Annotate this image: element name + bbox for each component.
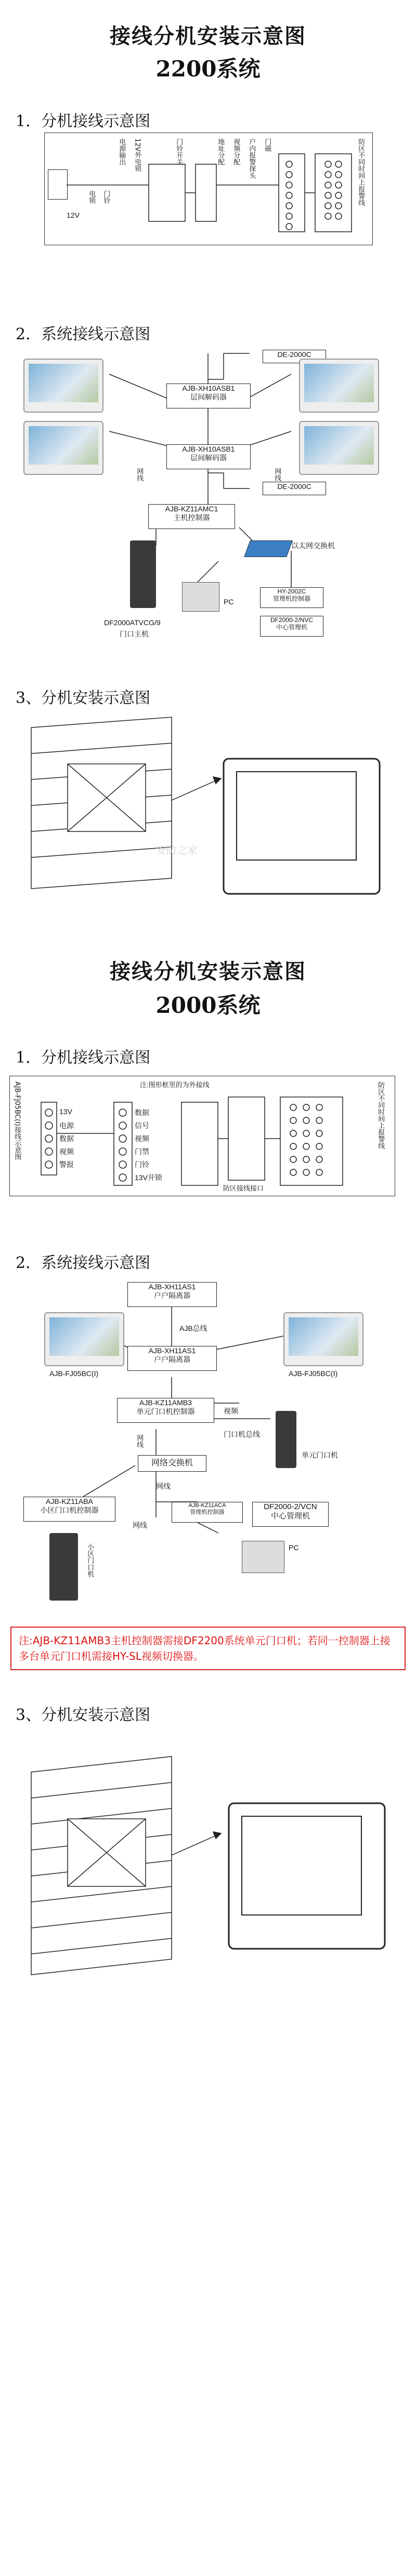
decoder-1-name: 层间解码器 [190,392,227,401]
right-monitor-label: AJB-FJ05BC(I) [289,1369,338,1378]
net-label: 网线 [156,1482,171,1490]
hy-controller [260,587,323,608]
community-controller [23,1497,115,1522]
installation-illustration [0,707,416,904]
page-title-1: 接线分机安装示意图 [110,24,306,48]
community-door-station-icon [49,1533,78,1601]
hy-controller-name: 管理机控制器 [272,595,310,603]
decoder-1-model: AJB-XH10ASB1 [182,384,235,392]
section-heading: 2．系统接线示意图 [16,1254,151,1272]
isolator-mid-name: 户户隔离器 [154,1355,190,1364]
wiring-label: 12V外电锁 [133,138,141,172]
pc-icon [242,1541,284,1573]
hy-controller-model: HY-2002C [277,588,306,595]
pc-label: PC [224,598,234,606]
de-unit-top: DE-2000C [263,350,326,363]
indoor-monitor-icon [299,359,379,413]
section-heading: 2．系统接线示意图 [16,325,151,344]
installation-illustration-2 [0,1741,416,1980]
host-controller-model: AJB-KZ11AMC1 [165,505,218,513]
indoor-monitor-icon [299,421,379,475]
wiring-mid-label: 信号 [135,1121,149,1130]
section-heading: 3、分机安装示意图 [16,689,151,707]
board-label: AJB-FJ05BC(I)接线示意图 [13,1081,21,1160]
lock-label: 电锁 [87,190,96,204]
indoor-monitor-icon [44,1312,124,1366]
ethernet-switch-icon [244,540,293,557]
section-heading: 1．分机接线示意图 [16,112,151,130]
indoor-monitor-icon [23,359,103,413]
door-station-model: DF2000ATVCG/9 [104,618,161,627]
wiring-label: 防区不同时间上报警线 [357,138,365,206]
wiring-left-label: 警报 [59,1160,74,1169]
wiring-left-label: 13V [59,1107,72,1116]
network-switch: 网络交换机 [138,1455,206,1472]
wiring-label: 门磁 [263,138,271,152]
indoor-monitor-icon [283,1312,363,1366]
center-manager [252,1502,329,1527]
isolator-top [127,1282,217,1307]
wiring-label: 电源输出 [118,138,126,165]
de-unit-bottom: DE-2000C [263,482,326,495]
wiring-label: 户内报警探头 [248,138,256,179]
zone-interface-label: 防区接线接口 [223,1184,264,1192]
host-controller-name: 主机控制器 [173,513,210,522]
wiring-lines [45,133,372,245]
zone-alarm-label: 防区不同时间上报警线 [376,1081,385,1149]
section-heading: 3、分机安装示意图 [16,1706,151,1724]
door-bus-label: 门口机总线 [224,1430,260,1438]
wiring-mid-label: 视频 [135,1134,149,1143]
net-label: 网线 [135,468,144,481]
isolator-top-name: 户户隔离器 [154,1291,190,1300]
wiring-left-label: 视频 [59,1147,74,1156]
net-label: 网线 [273,468,281,481]
df-center-model: DF2000-2/NVC [270,616,314,624]
wiring-diagram-2 [9,1076,395,1196]
watermark: 安防之家 [156,844,198,856]
pc-label: PC [289,1543,299,1552]
community-controller-name: 小区门口机控制器 [40,1505,99,1514]
isolator-mid-model: AJB-XH11AS1 [148,1346,196,1355]
wiring-diagram [44,133,373,245]
wiring-mid-label: 13V开锁 [135,1173,162,1182]
wiring-mid-label: 数据 [135,1108,149,1117]
isolator-mid [127,1346,217,1371]
unit-controller-model: AJB-KZ11AMB3 [139,1398,192,1407]
net-label: 网线 [133,1521,147,1529]
decoder-2-model: AJB-XH10ASB1 [182,445,235,453]
pc-icon [182,582,219,612]
wiring-left-label: 电源 [59,1121,74,1130]
decoder-2-name: 层间解码器 [190,453,227,462]
unit-controller [117,1398,214,1423]
decoder-2 [166,444,251,469]
unit-controller-name: 单元门口机控制器 [136,1407,195,1416]
wiring-label: 地址分配 [216,138,225,165]
switch-label: 以太网交换机 [291,541,335,550]
wiring-note: 注:AJB-KZ11AMB3主机控制器需接DF2200系统单元门口机；若同一控制器上接多台单元门口机需接HY-SL视频切换器。 [10,1627,406,1670]
section-heading: 1．分机接线示意图 [16,1049,151,1067]
decoder-1 [166,384,251,408]
wiring-left-label: 数据 [59,1134,74,1143]
wiring-mid-label: 门铃 [135,1160,149,1169]
video-label: 视频 [224,1407,238,1415]
df-center-name: 中心管理机 [276,624,307,631]
wiring-lines-2 [10,1076,395,1196]
isolator-top-model: AJB-XH11AS1 [148,1283,196,1291]
page-subtitle-1: 2200系统 [155,56,261,82]
door-station-icon [130,540,156,608]
center-manager-model: DF2000-2/VCN [264,1502,317,1511]
host-controller [148,504,235,529]
wiring-label: 视频分配 [232,138,240,165]
indoor-monitor-icon [23,421,103,475]
df-center [260,616,323,637]
page-subtitle-2: 2000系统 [155,993,261,1018]
left-monitor-label: AJB-FJ05BC(I) [49,1369,99,1378]
mgmt-controller-name: 管理机控制器 [190,1509,225,1516]
community-controller-model: AJB-KZ11ABA [46,1497,93,1505]
mgmt-controller-model: AJB-KZ11ACA [188,1502,226,1509]
community-door-label: 小区门口机 [86,1543,94,1577]
door-station-name: 门口主机 [120,630,149,638]
mgmt-controller [172,1502,243,1523]
wiring-header: 注:图形框里的为外接线 [140,1081,210,1089]
unit-door-label: 单元门口机 [302,1451,338,1459]
power-label: 12V [67,211,80,219]
unit-door-station-icon [276,1411,296,1468]
bus-label: AJB总线 [179,1324,207,1332]
page-title-2: 接线分机安装示意图 [110,959,306,984]
wiring-label: 门铃开关 [175,138,183,165]
door-label: 门铃 [102,190,110,204]
center-manager-name: 中心管理机 [270,1512,310,1521]
net-label: 网线 [135,1434,144,1448]
wiring-mid-label: 门禁 [135,1147,149,1156]
